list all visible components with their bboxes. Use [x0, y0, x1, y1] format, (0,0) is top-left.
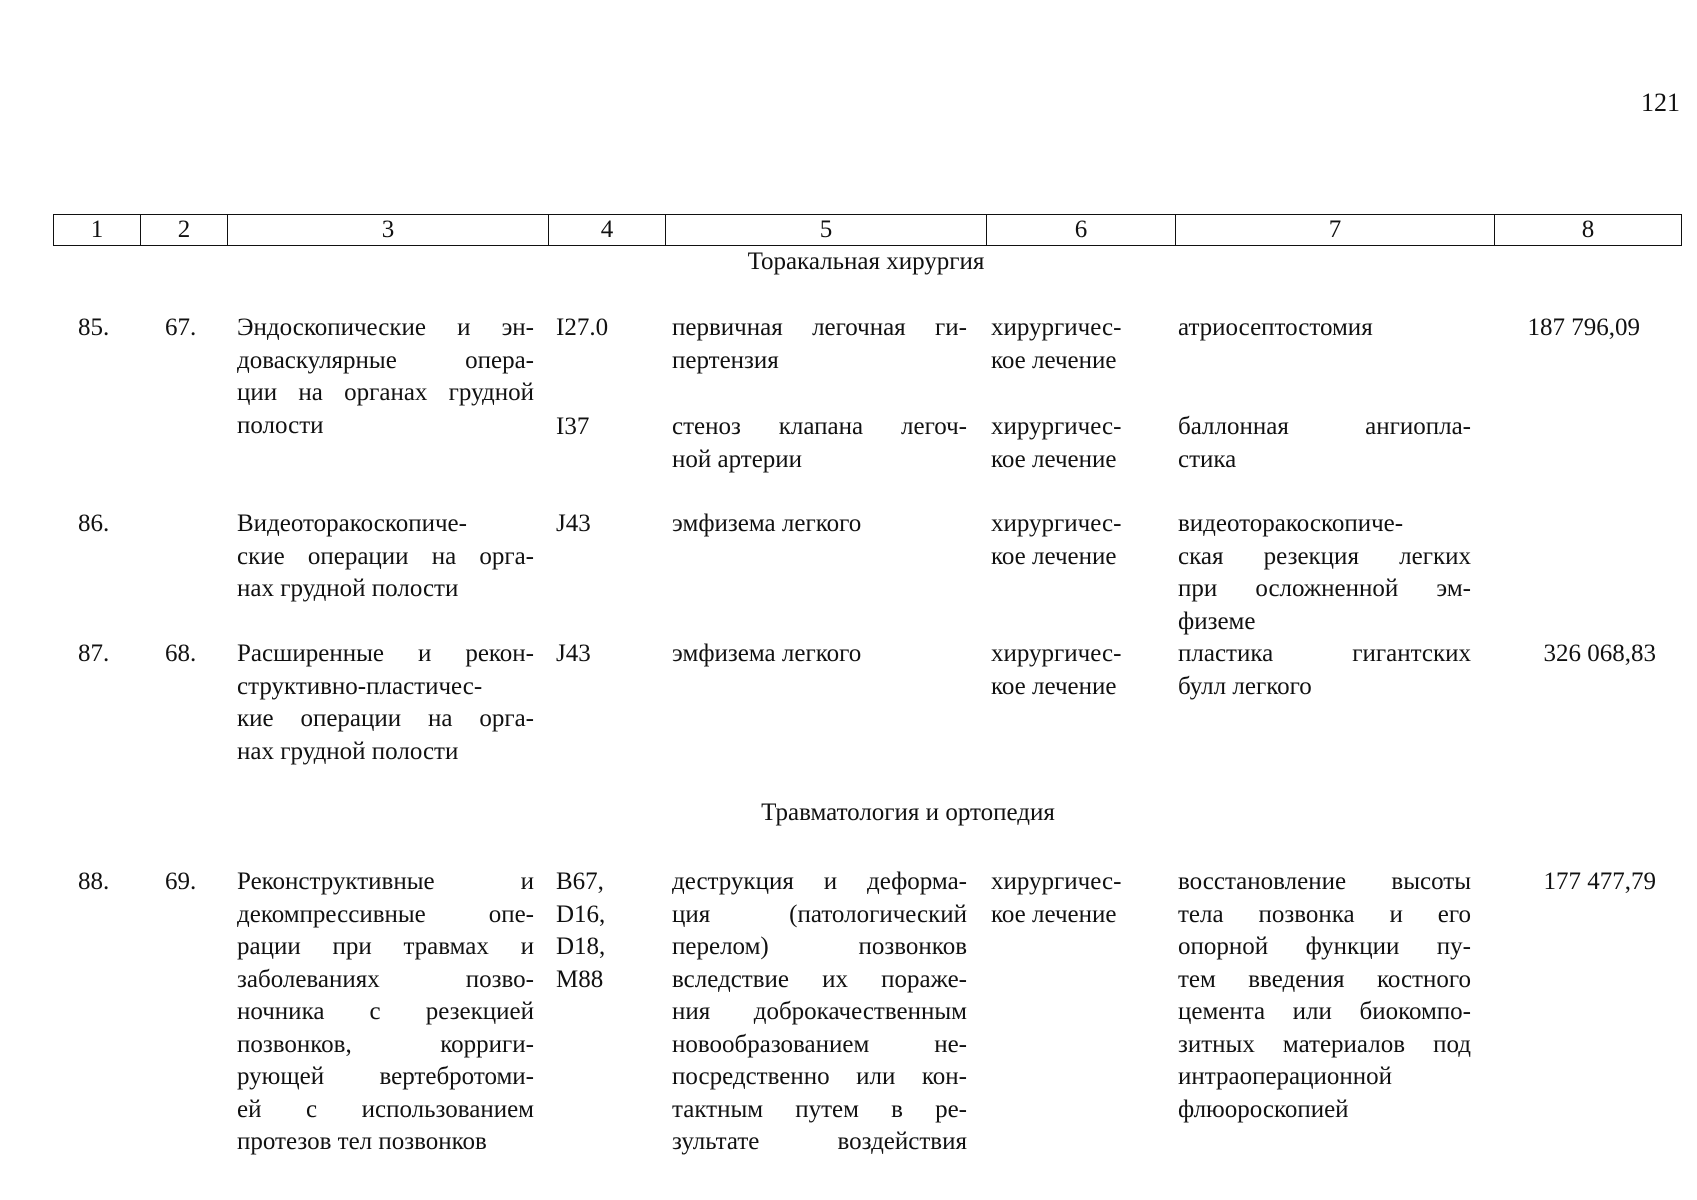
- icd-code: I37: [556, 413, 590, 440]
- row-number: 87.: [78, 640, 110, 667]
- group-number: 67.: [165, 314, 197, 341]
- treatment-method: пластика гигантских булл легкого: [1178, 640, 1471, 700]
- procedure-name: Видеоторакоскопиче- ские операции на орга- нах грудной полости: [237, 510, 534, 602]
- icd-code: J43: [556, 640, 591, 667]
- procedure-name: Расширенные и рекон- структивно-пластичес- кие операции на орга- нах грудной полости: [237, 640, 534, 765]
- group-number: 68.: [165, 640, 197, 667]
- column-number: 5: [666, 215, 987, 246]
- row-number: 85.: [78, 314, 110, 341]
- treatment-type: хирургичес- кое лечение: [991, 510, 1122, 570]
- treatment-type: хирургичес- кое лечение: [991, 640, 1122, 700]
- row-number: 88.: [78, 868, 110, 895]
- icd-code: I27.0: [556, 314, 609, 341]
- treatment-method: баллонная ангиопла- стика: [1178, 413, 1471, 473]
- column-number: 6: [987, 215, 1176, 246]
- group-number: 69.: [165, 868, 197, 895]
- treatment-type: хирургичес- кое лечение: [991, 868, 1122, 928]
- procedure-name: Эндоскопические и эн- доваскулярные опера- ции на органах грудной полости: [237, 314, 534, 439]
- page-number: 121: [1641, 88, 1680, 117]
- treatment-method: атриосептостомия: [1178, 314, 1373, 341]
- cost-value: 177 477,79: [1543, 868, 1656, 895]
- treatment-method: восстановление высоты тела позвонка и его опорной функции пу- тем введения костного цемента или биокомпо- зитных материалов под интраоперационной флюороскопией: [1178, 868, 1471, 1123]
- diagnosis: эмфизема легкого: [672, 510, 862, 537]
- diagnosis: первичная легочная ги- пертензия: [672, 314, 967, 374]
- section-title: Торакальная хирургия: [747, 248, 985, 275]
- column-number: 4: [549, 215, 666, 246]
- column-number: 2: [141, 215, 228, 246]
- row-number: 86.: [78, 510, 110, 537]
- treatment-type: хирургичес- кое лечение: [991, 413, 1122, 473]
- diagnosis: деструкция и деформа- ция (патологический перелом) позвонков вследствие их пораже- ния доброкачественным новообразованием не- посредственно или кон- тактным путем в ре- зультате воздействия: [672, 868, 967, 1155]
- treatment-type: хирургичес- кое лечение: [991, 314, 1122, 374]
- section-title: Травматология и ортопедия: [761, 799, 1055, 826]
- column-number: 7: [1176, 215, 1495, 246]
- column-number-header: [53, 214, 1682, 246]
- icd-code: J43: [556, 510, 591, 537]
- treatment-method: видеоторакоскопиче- ская резекция легких при осложненной эм- физеме: [1178, 510, 1471, 635]
- column-number: 1: [54, 215, 141, 246]
- cost-value: 187 796,09: [1527, 314, 1640, 341]
- diagnosis: стеноз клапана легоч- ной артерии: [672, 413, 967, 473]
- cost-value: 326 068,83: [1543, 640, 1656, 667]
- icd-code: B67, D16, D18, M88: [556, 868, 606, 993]
- column-number: 3: [228, 215, 549, 246]
- procedure-name: Реконструктивные и декомпрессивные опе- рации при травмах и заболеваниях позво- ночника с резекцией позвонков, корриги- рующей вертебротоми- ей с использованием протезов тел позвонков: [237, 868, 534, 1155]
- column-number: 8: [1495, 215, 1682, 246]
- diagnosis: эмфизема легкого: [672, 640, 862, 667]
